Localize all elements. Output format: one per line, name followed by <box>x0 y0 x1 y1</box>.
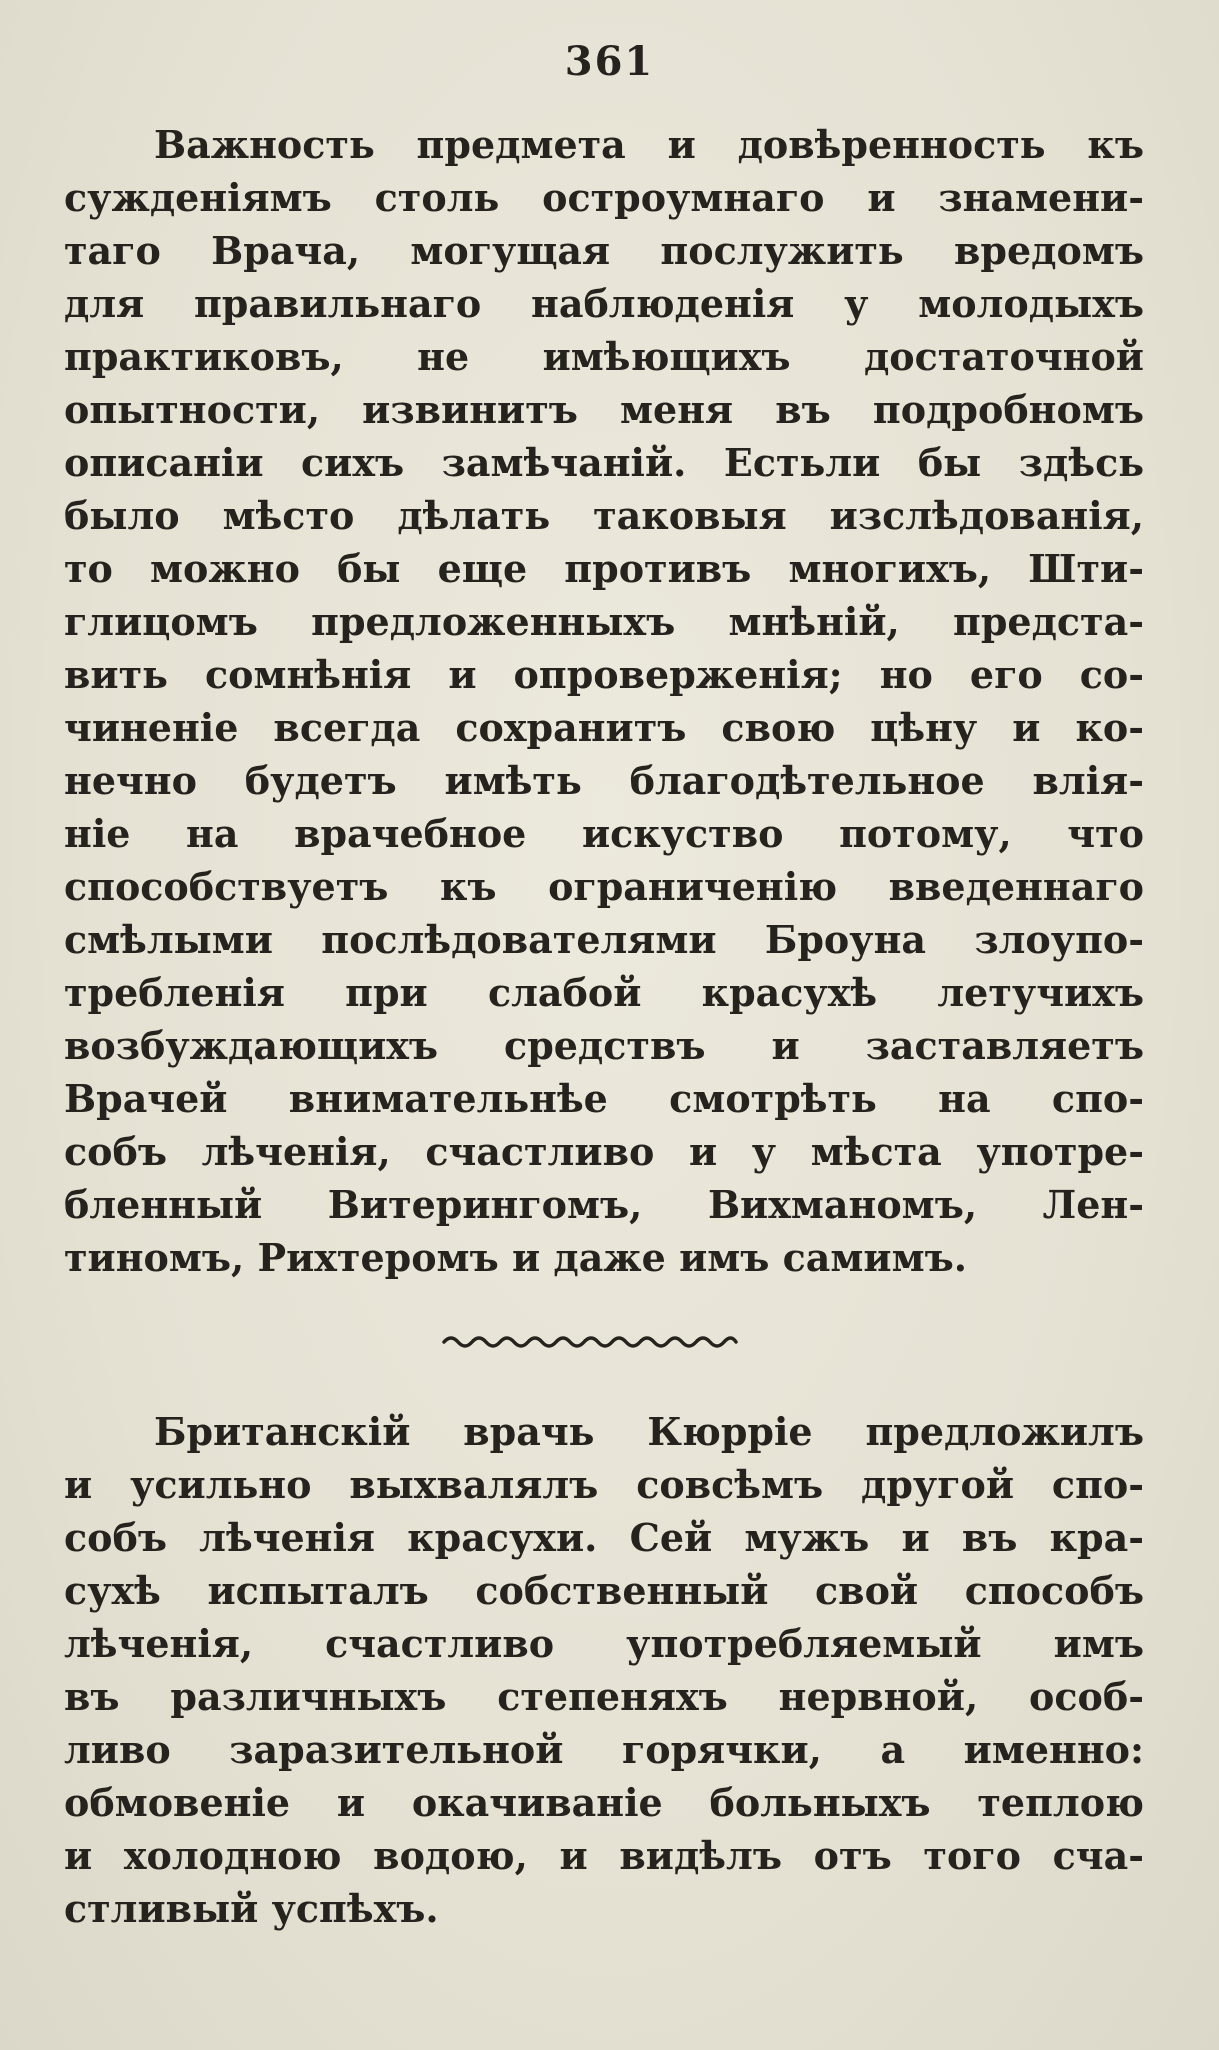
text-line: для правильнаго наблюденія у молодыхъ <box>64 281 1144 326</box>
text-line: ливо заразительной горячки, а именно: <box>64 1727 1144 1772</box>
text-line: Врачей внимательнѣе смотрѣть на спо- <box>64 1076 1144 1121</box>
page-number: 361 <box>564 38 655 85</box>
text-line: описаніи сихъ замѣчаній. Естьли бы здѣсь <box>64 440 1144 485</box>
text-line: лѣченія, счастливо употребляемый имъ <box>64 1621 1144 1666</box>
text-line: практиковъ, не имѣющихъ достаточной <box>64 334 1144 379</box>
text-line: требленія при слабой красухѣ летучихъ <box>64 970 1144 1015</box>
text-line: стливый успѣхъ. <box>64 1886 439 1931</box>
text-line: ніе на врачебное искуство потому, что <box>64 811 1144 856</box>
text-line: тиномъ, Рихтеромъ и даже имъ самимъ. <box>64 1235 968 1280</box>
text-line: способствуетъ къ ограниченію введеннаго <box>64 864 1144 909</box>
wavy-divider-ornament <box>440 1330 740 1354</box>
text-line: сухѣ испыталъ собственный свой способъ <box>64 1568 1144 1613</box>
paragraph-1 <box>64 118 1144 1284</box>
text-line: Важность предмета и довѣренность къ <box>154 122 1144 167</box>
text-line: и усильно выхвалялъ совсѣмъ другой спо- <box>64 1462 1144 1507</box>
text-line: собъ лѣченія, счастливо и у мѣста употре- <box>64 1129 1144 1174</box>
text-line: нечно будетъ имѣть благодѣтельное влія- <box>64 758 1144 803</box>
text-line: Британскій врачь Кюрріе предложилъ <box>154 1409 1144 1454</box>
text-line: опытности, извинитъ меня въ подробномъ <box>64 387 1144 432</box>
text-line: сужденіямъ столь остроумнаго и знамени- <box>64 175 1144 220</box>
text-line: вить сомнѣнія и опроверженія; но его со- <box>64 652 1144 697</box>
text-line: возбуждающихъ средствъ и заставляетъ <box>64 1023 1144 1068</box>
text-line: смѣлыми послѣдователями Броуна злоупо- <box>64 917 1144 962</box>
text-line: бленный Витерингомъ, Вихманомъ, Лен- <box>64 1182 1144 1227</box>
text-line: глицомъ предложенныхъ мнѣній, предста- <box>64 599 1144 644</box>
text-line: въ различныхъ степеняхъ нервной, особ- <box>64 1674 1144 1719</box>
paragraph-2 <box>64 1405 1144 1935</box>
text-line: обмовеніе и окачиваніе больныхъ теплою <box>64 1780 1144 1825</box>
text-line: было мѣсто дѣлать таковыя изслѣдованія, <box>64 493 1144 538</box>
text-line: собъ лѣченія красухи. Сей мужъ и въ кра- <box>64 1515 1144 1560</box>
text-line: и холодною водою, и видѣлъ отъ того сча- <box>64 1833 1144 1878</box>
text-line: таго Врача, могущая послужить вредомъ <box>64 228 1144 273</box>
text-line: чиненіе всегда сохранитъ свою цѣну и ко- <box>64 705 1144 750</box>
text-line: то можно бы еще противъ многихъ, Шти- <box>64 546 1144 591</box>
